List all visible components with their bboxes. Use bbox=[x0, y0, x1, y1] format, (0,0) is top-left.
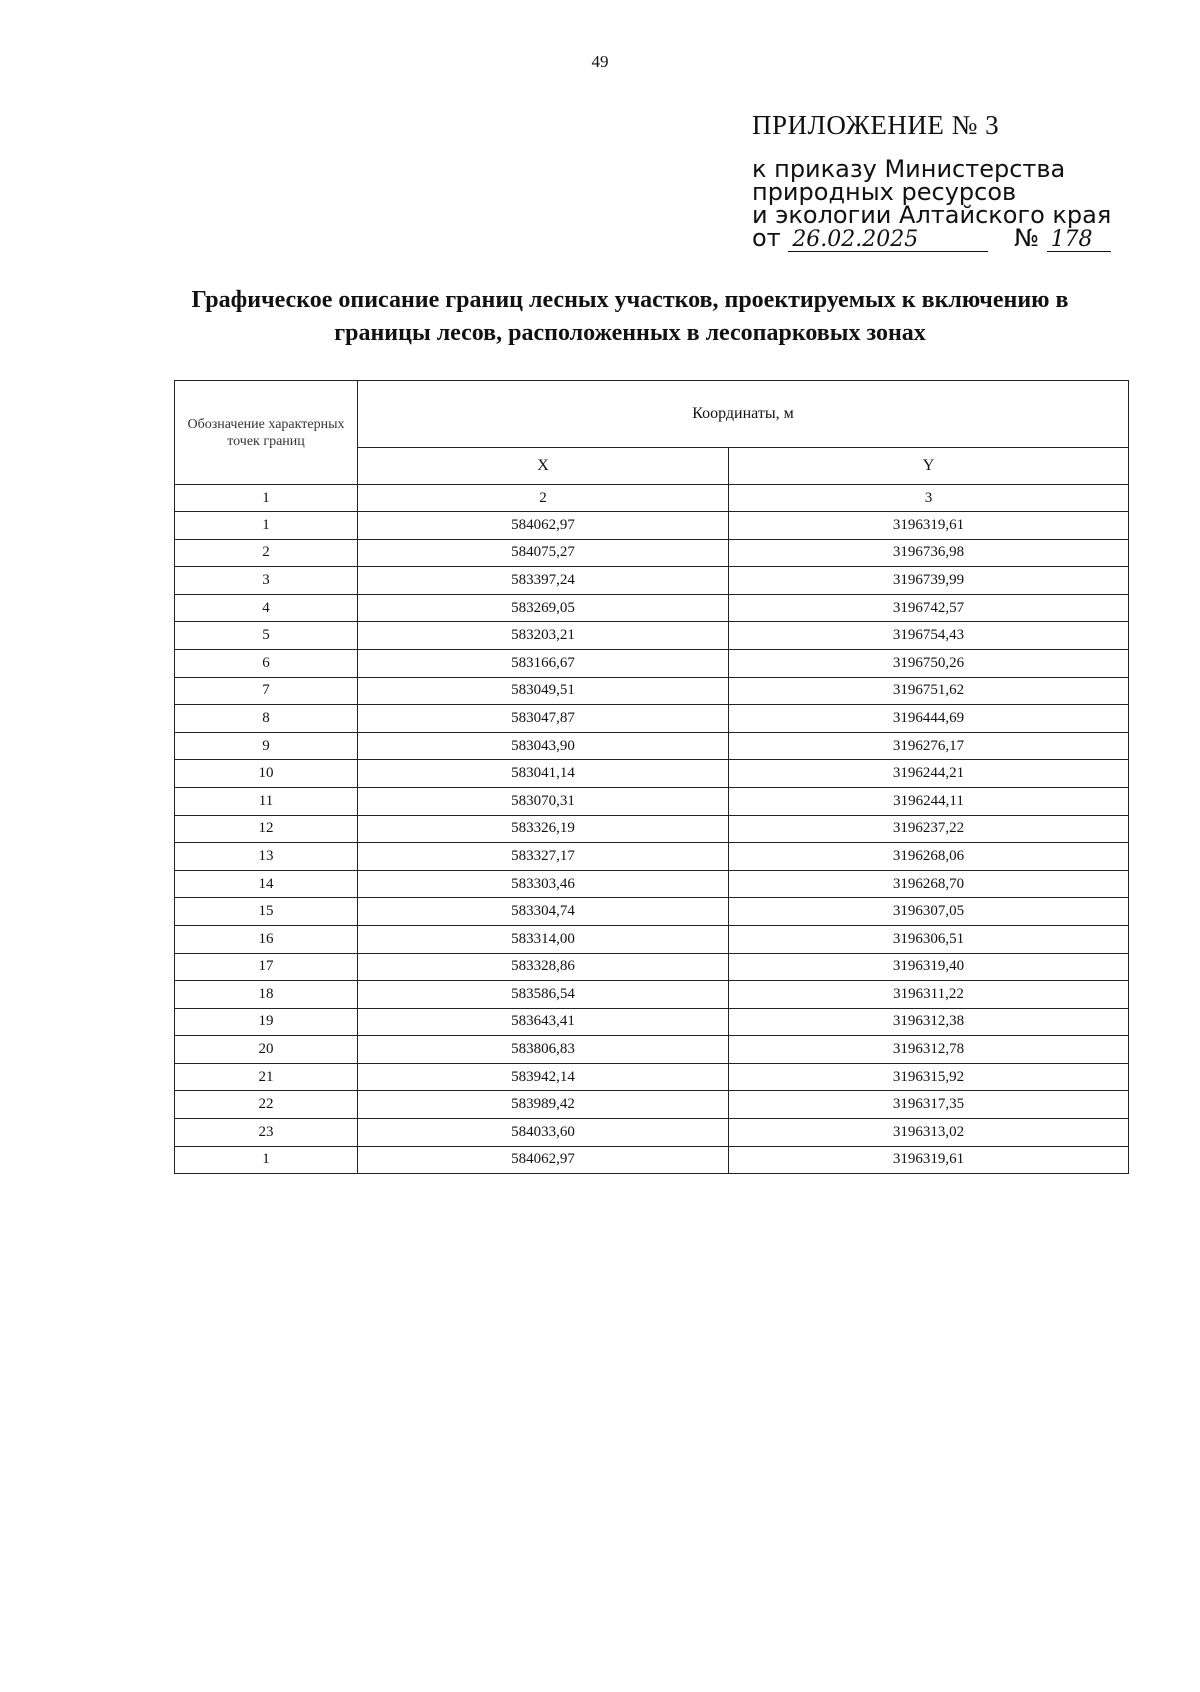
point-cell: 21 bbox=[175, 1063, 358, 1091]
header-point-designation: Обозначение характерных точек границ bbox=[175, 381, 358, 485]
y-coordinate-cell: 3196311,22 bbox=[729, 981, 1129, 1009]
header-x: X bbox=[358, 448, 729, 485]
x-coordinate-cell: 584033,60 bbox=[358, 1119, 729, 1147]
point-cell: 14 bbox=[175, 870, 358, 898]
y-coordinate-cell: 3196237,22 bbox=[729, 815, 1129, 843]
order-ref-line-2: природных ресурсов bbox=[752, 178, 1017, 206]
x-coordinate-cell: 584062,97 bbox=[358, 512, 729, 540]
point-cell: 16 bbox=[175, 925, 358, 953]
table-row bbox=[175, 843, 1129, 871]
x-coordinate-cell: 583806,83 bbox=[358, 1036, 729, 1064]
y-coordinate-cell: 3196750,26 bbox=[729, 649, 1129, 677]
table-row bbox=[175, 594, 1129, 622]
table-row bbox=[175, 925, 1129, 953]
y-coordinate-cell: 3196244,11 bbox=[729, 787, 1129, 815]
x-coordinate-cell: 583942,14 bbox=[358, 1063, 729, 1091]
x-coordinate-cell: 583203,21 bbox=[358, 622, 729, 650]
table-row bbox=[175, 649, 1129, 677]
y-coordinate-cell: 3196754,43 bbox=[729, 622, 1129, 650]
y-coordinate-cell: 3196307,05 bbox=[729, 898, 1129, 926]
table-row bbox=[175, 622, 1129, 650]
x-coordinate-cell: 583303,46 bbox=[358, 870, 729, 898]
table-row bbox=[175, 760, 1129, 788]
table-row bbox=[175, 815, 1129, 843]
table-row bbox=[175, 1091, 1129, 1119]
handwritten-order-number: 178 bbox=[1047, 229, 1111, 252]
x-coordinate-cell: 583049,51 bbox=[358, 677, 729, 705]
y-coordinate-cell: 3196444,69 bbox=[729, 705, 1129, 733]
table-header-row bbox=[175, 381, 1129, 448]
y-coordinate-cell: 3196313,02 bbox=[729, 1119, 1129, 1147]
x-coordinate-cell: 583586,54 bbox=[358, 981, 729, 1009]
point-cell: 5 bbox=[175, 622, 358, 650]
point-cell: 15 bbox=[175, 898, 358, 926]
point-cell: 17 bbox=[175, 953, 358, 981]
point-cell: 13 bbox=[175, 843, 358, 871]
y-coordinate-cell: 3196319,61 bbox=[729, 1146, 1129, 1174]
table-row bbox=[175, 677, 1129, 705]
x-coordinate-cell: 583269,05 bbox=[358, 594, 729, 622]
x-coordinate-cell: 583314,00 bbox=[358, 925, 729, 953]
point-cell: 1 bbox=[175, 512, 358, 540]
y-coordinate-cell: 3196312,38 bbox=[729, 1008, 1129, 1036]
point-cell: 12 bbox=[175, 815, 358, 843]
point-cell: 22 bbox=[175, 1091, 358, 1119]
number-prefix: № bbox=[1013, 224, 1039, 252]
table-row bbox=[175, 1119, 1129, 1147]
point-cell: 19 bbox=[175, 1008, 358, 1036]
coordinates-table bbox=[174, 380, 1129, 1174]
x-coordinate-cell: 584075,27 bbox=[358, 539, 729, 567]
point-cell: 23 bbox=[175, 1119, 358, 1147]
point-cell: 9 bbox=[175, 732, 358, 760]
column-index-3: 3 bbox=[729, 485, 1129, 512]
point-cell: 6 bbox=[175, 649, 358, 677]
point-cell: 20 bbox=[175, 1036, 358, 1064]
x-coordinate-cell: 583070,31 bbox=[358, 787, 729, 815]
y-coordinate-cell: 3196276,17 bbox=[729, 732, 1129, 760]
table-row bbox=[175, 512, 1129, 540]
header-y: Y bbox=[729, 448, 1129, 485]
x-coordinate-cell: 583043,90 bbox=[358, 732, 729, 760]
table-row bbox=[175, 1063, 1129, 1091]
point-cell: 8 bbox=[175, 705, 358, 733]
column-index-1: 1 bbox=[175, 485, 358, 512]
y-coordinate-cell: 3196244,21 bbox=[729, 760, 1129, 788]
order-ref-line-1: к приказу Министерства bbox=[752, 155, 1066, 183]
point-cell: 11 bbox=[175, 787, 358, 815]
table-row bbox=[175, 567, 1129, 595]
point-cell: 10 bbox=[175, 760, 358, 788]
x-coordinate-cell: 583327,17 bbox=[358, 843, 729, 871]
x-coordinate-cell: 583326,19 bbox=[358, 815, 729, 843]
table-row bbox=[175, 1036, 1129, 1064]
order-ref-line-3: и экологии Алтайского края bbox=[752, 201, 1112, 229]
table-row bbox=[175, 898, 1129, 926]
x-coordinate-cell: 583047,87 bbox=[358, 705, 729, 733]
table-row bbox=[175, 953, 1129, 981]
y-coordinate-cell: 3196268,06 bbox=[729, 843, 1129, 871]
y-coordinate-cell: 3196268,70 bbox=[729, 870, 1129, 898]
x-coordinate-cell: 583643,41 bbox=[358, 1008, 729, 1036]
y-coordinate-cell: 3196739,99 bbox=[729, 567, 1129, 595]
table-row bbox=[175, 732, 1129, 760]
header-coordinates: Координаты, м bbox=[358, 381, 1129, 448]
table-row bbox=[175, 1146, 1129, 1174]
table-row bbox=[175, 705, 1129, 733]
x-coordinate-cell: 584062,97 bbox=[358, 1146, 729, 1174]
x-coordinate-cell: 583328,86 bbox=[358, 953, 729, 981]
appendix-title: ПРИЛОЖЕНИЕ № 3 bbox=[752, 110, 1000, 140]
column-index-2: 2 bbox=[358, 485, 729, 512]
x-coordinate-cell: 583304,74 bbox=[358, 898, 729, 926]
y-coordinate-cell: 3196306,51 bbox=[729, 925, 1129, 953]
order-reference bbox=[752, 155, 1112, 252]
table-body bbox=[175, 485, 1129, 1174]
y-coordinate-cell: 3196315,92 bbox=[729, 1063, 1129, 1091]
page-number: 49 bbox=[591, 52, 609, 71]
y-coordinate-cell: 3196312,78 bbox=[729, 1036, 1129, 1064]
y-coordinate-cell: 3196751,62 bbox=[729, 677, 1129, 705]
table-row bbox=[175, 981, 1129, 1009]
column-index-row bbox=[175, 485, 1129, 512]
document-title: Графическое описание границ лесных участков, проектируемых к включению в границы лесов, расположенных в лесопарковых зонах bbox=[191, 287, 1069, 346]
x-coordinate-cell: 583397,24 bbox=[358, 567, 729, 595]
table-row bbox=[175, 787, 1129, 815]
table-row bbox=[175, 870, 1129, 898]
table-row bbox=[175, 1008, 1129, 1036]
point-cell: 3 bbox=[175, 567, 358, 595]
point-cell: 7 bbox=[175, 677, 358, 705]
y-coordinate-cell: 3196736,98 bbox=[729, 539, 1129, 567]
date-prefix: от bbox=[752, 224, 781, 252]
point-cell: 18 bbox=[175, 981, 358, 1009]
y-coordinate-cell: 3196319,40 bbox=[729, 953, 1129, 981]
y-coordinate-cell: 3196317,35 bbox=[729, 1091, 1129, 1119]
point-cell: 2 bbox=[175, 539, 358, 567]
y-coordinate-cell: 3196319,61 bbox=[729, 512, 1129, 540]
x-coordinate-cell: 583041,14 bbox=[358, 760, 729, 788]
x-coordinate-cell: 583166,67 bbox=[358, 649, 729, 677]
y-coordinate-cell: 3196742,57 bbox=[729, 594, 1129, 622]
x-coordinate-cell: 583989,42 bbox=[358, 1091, 729, 1119]
table-row bbox=[175, 539, 1129, 567]
point-cell: 4 bbox=[175, 594, 358, 622]
point-cell: 1 bbox=[175, 1146, 358, 1174]
order-date-number-line bbox=[752, 224, 1111, 252]
handwritten-date: 26.02.2025 bbox=[788, 229, 988, 252]
